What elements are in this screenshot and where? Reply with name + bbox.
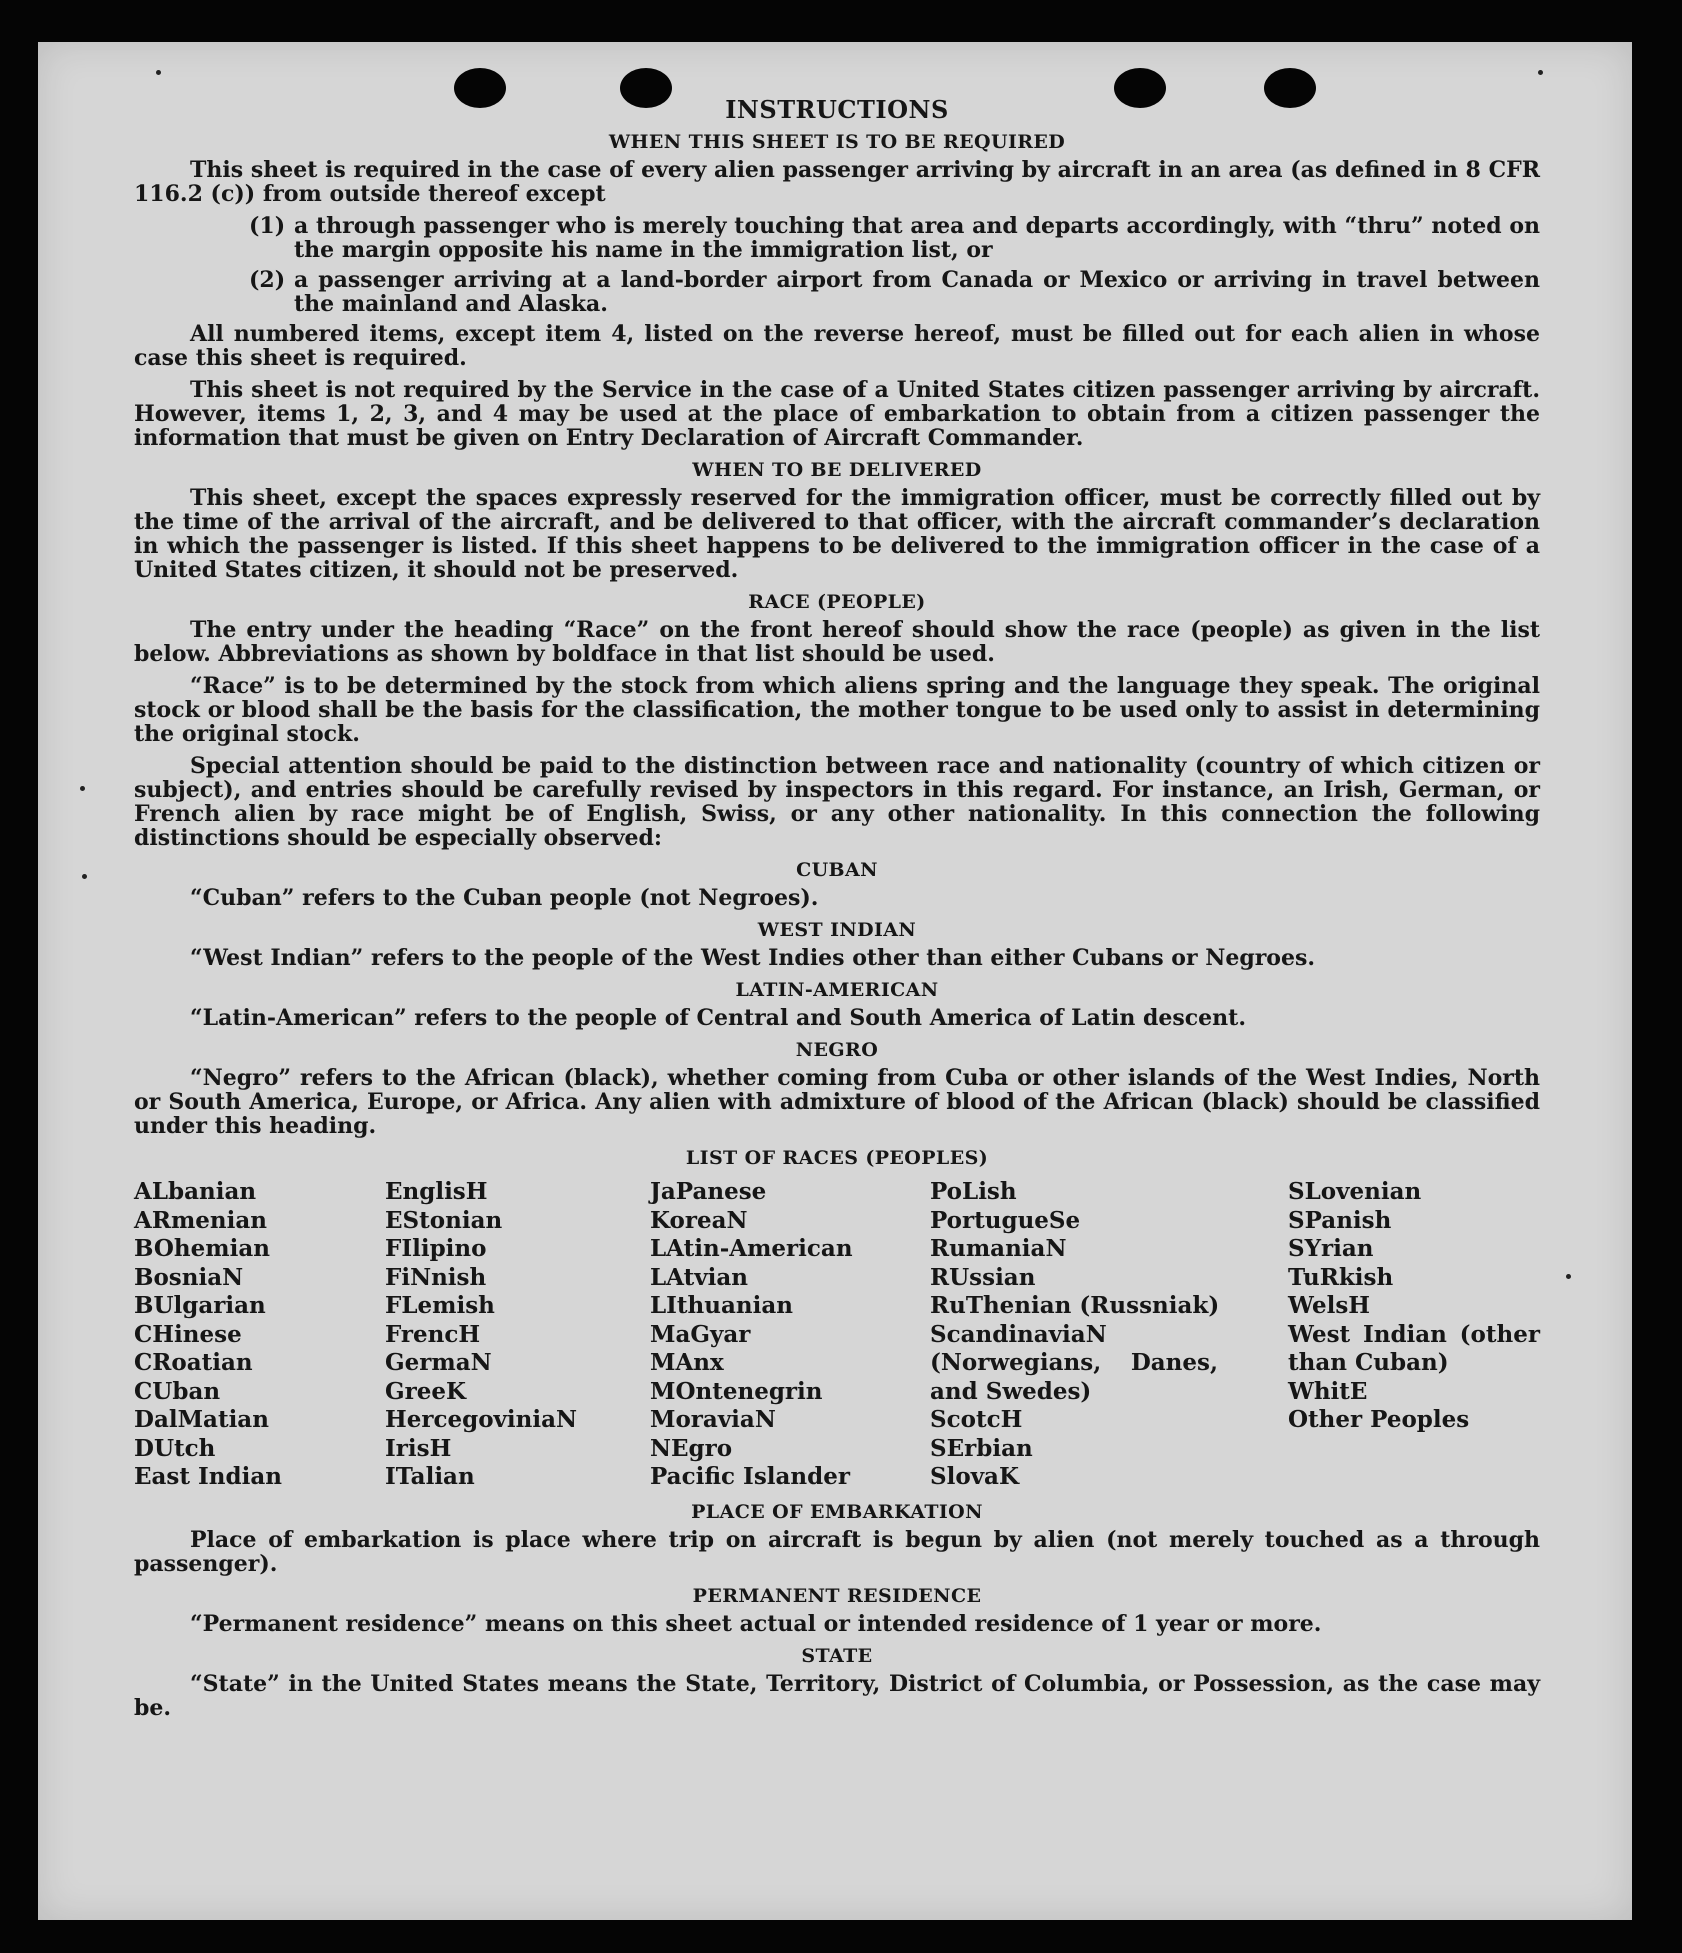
race-entry: EnglisH [385, 1178, 488, 1205]
race-entry: PortugueSe [930, 1206, 1081, 1234]
race-entry: Other Peoples [1288, 1406, 1470, 1433]
section-heading-latin-american: LATIN-AMERICAN [735, 979, 939, 1001]
race-entry: SPanish [1288, 1206, 1392, 1234]
required-paragraph: All numbered items, except item 4, listed on the reverse hereof, must be filled out for each alien in whose case this sheet is required. [134, 321, 1540, 371]
section-heading-west-indian: WEST INDIAN [757, 919, 917, 941]
race-entry: WelsH [1288, 1292, 1371, 1319]
race-entry: MoraviaN [650, 1406, 776, 1433]
race-entry: BUlgarian [134, 1292, 266, 1319]
document-page [38, 42, 1632, 1920]
race-entry: MAnx [650, 1349, 724, 1376]
required-paragraph: This sheet is not required by the Service in the case of a United States citizen passenger arriving by aircraft. However, items 1, 2, 3, and 4 may be used at the place of embarkation to obtain from a citizen passenger the information that must be given on Entry Declaration of Aircraft Commander. [134, 377, 1540, 451]
speck [80, 786, 85, 791]
cuban-paragraph: “Cuban” refers to the Cuban people (not Negroes). [190, 885, 819, 911]
race-entry: DUtch [134, 1434, 216, 1462]
race-entry: WhitE [1288, 1377, 1368, 1405]
section-heading-residence: PERMANENT RESIDENCE [692, 1584, 982, 1607]
speck [156, 70, 161, 75]
race-column [134, 1178, 385, 1492]
race-entry: SlovaK [930, 1463, 1019, 1490]
race-entry: JaPanese [650, 1178, 767, 1205]
race-column [650, 1178, 930, 1492]
race-entry: SErbian [930, 1434, 1033, 1462]
race-column [930, 1178, 1218, 1492]
speck [82, 874, 87, 879]
section-heading-state: STATE [801, 1644, 873, 1667]
race-entry: East Indian [134, 1463, 282, 1490]
race-entry: RuThenian (Russniak) [930, 1292, 1220, 1319]
race-entry: PoLish [930, 1178, 1017, 1205]
section-heading-required: WHEN THIS SHEET IS TO BE REQUIRED [608, 131, 1066, 153]
section-heading-list-of-races: LIST OF RACES (PEOPLES) [685, 1147, 989, 1169]
race-entry: ITalian [385, 1463, 475, 1490]
race-entry: RUssian [930, 1263, 1036, 1291]
embarkation-paragraph: Place of embarkation is place where trip on aircraft is begun by alien (not merely touched as a through passenger). [134, 1526, 1540, 1577]
race-entry: GreeK [385, 1377, 467, 1405]
exception-item [249, 268, 1540, 316]
exception-text: a passenger arriving at a land-border airport from Canada or Mexico or arriving in travel between the mainland and Alaska. [294, 267, 1540, 317]
race-entry: ALbanian [134, 1178, 257, 1205]
required-intro: This sheet is required in the case of every alien passenger arriving by aircraft in an area (as defined in 8 CFR 116.2 (c)) from outside thereof except [134, 157, 1540, 207]
race-column [385, 1178, 650, 1492]
race-entry: MOntenegrin [650, 1377, 823, 1405]
page-title: INSTRUCTIONS [725, 95, 949, 124]
race-entry: ScotcH [930, 1406, 1023, 1433]
state-paragraph: “State” in the United States means the State, Territory, District of Columbia, or Possession, as the case may be. [134, 1670, 1540, 1721]
residence-paragraph: “Permanent residence” means on this sheet actual or intended residence of 1 year or more. [190, 1610, 1322, 1637]
race-entry: FrencH [385, 1320, 481, 1348]
section-heading-negro: NEGRO [795, 1039, 879, 1061]
race-entry: NEgro [650, 1434, 733, 1462]
speck [1566, 1274, 1571, 1279]
race-entry: SLovenian [1288, 1178, 1422, 1205]
race-entry: RumaniaN [930, 1235, 1067, 1262]
race-entry: LIthuanian [650, 1292, 793, 1319]
race-entry: TuRkish [1288, 1263, 1394, 1291]
exception-item [249, 214, 1540, 262]
race-entry: CRoatian [134, 1349, 253, 1376]
negro-paragraph: “Negro” refers to the African (black), whether coming from Cuba or other islands of the West Indies, North or South America, Europe, or Africa. Any alien with admixture of blood of the African (black) should be classified under this heading. [134, 1065, 1540, 1139]
race-entry: EStonian [385, 1206, 503, 1234]
race-entry: ARmenian [134, 1206, 268, 1234]
race-paragraph: The entry under the heading “Race” on the front hereof should show the race (people) as given in the list below. Abbreviations as shown by boldface in that list should be used. [134, 617, 1540, 667]
race-entry: HercegoviniaN [385, 1406, 578, 1433]
section-heading-race: RACE (PEOPLE) [748, 591, 926, 613]
race-entry: FIlipino [385, 1235, 487, 1262]
race-entry: BOhemian [134, 1235, 270, 1262]
exception-number: (2) [249, 267, 286, 293]
race-entry: CHinese [134, 1320, 242, 1348]
race-list [134, 1178, 1540, 1492]
instructions-content [134, 95, 1540, 1728]
race-entry: FiNnish [385, 1263, 487, 1291]
race-entry: DalMatian [134, 1406, 269, 1433]
race-entry: CUban [134, 1377, 221, 1405]
race-entry: ScandinaviaN (Norwegians, Danes, and Swedes) [930, 1320, 1218, 1405]
delivered-paragraph: This sheet, except the spaces expressly reserved for the immigration officer, must be correctly filled out by the time of the arrival of the aircraft, and be delivered to that officer, with the aircraft commander’s declaration in which the passenger is listed. If this sheet happens to be delivered to the immigration officer in the case of a United States citizen, it should not be preserved. [134, 485, 1540, 583]
race-entry: SYrian [1288, 1235, 1374, 1262]
race-entry: LAtin-American [650, 1235, 853, 1262]
section-heading-delivered: WHEN TO BE DELIVERED [692, 459, 982, 481]
race-entry: KoreaN [650, 1206, 748, 1234]
west-indian-paragraph: “West Indian” refers to the people of the West Indies other than either Cubans or Negroes. [190, 945, 1316, 971]
race-entry: GermaN [385, 1349, 492, 1376]
race-entry: MaGyar [650, 1320, 751, 1348]
section-heading-cuban: CUBAN [796, 859, 878, 881]
race-entry: LAtvian [650, 1263, 748, 1291]
race-column [1288, 1178, 1540, 1492]
exception-number: (1) [249, 213, 286, 239]
race-entry: IrisH [385, 1434, 452, 1462]
race-entry: Pacific Islander [650, 1463, 850, 1490]
speck [1538, 70, 1543, 75]
race-entry: West Indian (other than Cuban) [1288, 1320, 1540, 1376]
latin-american-paragraph: “Latin-American” refers to the people of Central and South America of Latin descent. [190, 1005, 1246, 1031]
section-heading-embarkation: PLACE OF EMBARKATION [691, 1500, 983, 1523]
exception-text: a through passenger who is merely touching that area and departs accordingly, with “thru” noted on the margin opposite his name in the immigration list, or [294, 213, 1540, 263]
race-paragraph: “Race” is to be determined by the stock from which aliens spring and the language they speak. The original stock or blood shall be the basis for the classification, the mother tongue to be used only to assist in determining the original stock. [134, 673, 1540, 747]
race-entry: FLemish [385, 1292, 495, 1319]
race-entry: BosniaN [134, 1263, 244, 1291]
race-paragraph: Special attention should be paid to the distinction between race and nationality (country of which citizen or subject), and entries should be carefully revised by inspectors in this regard. For instance, an Irish, German, or French alien by race might be of English, Swiss, or any other nationality. In this connection the following distinctions should be especially observed: [134, 753, 1540, 851]
